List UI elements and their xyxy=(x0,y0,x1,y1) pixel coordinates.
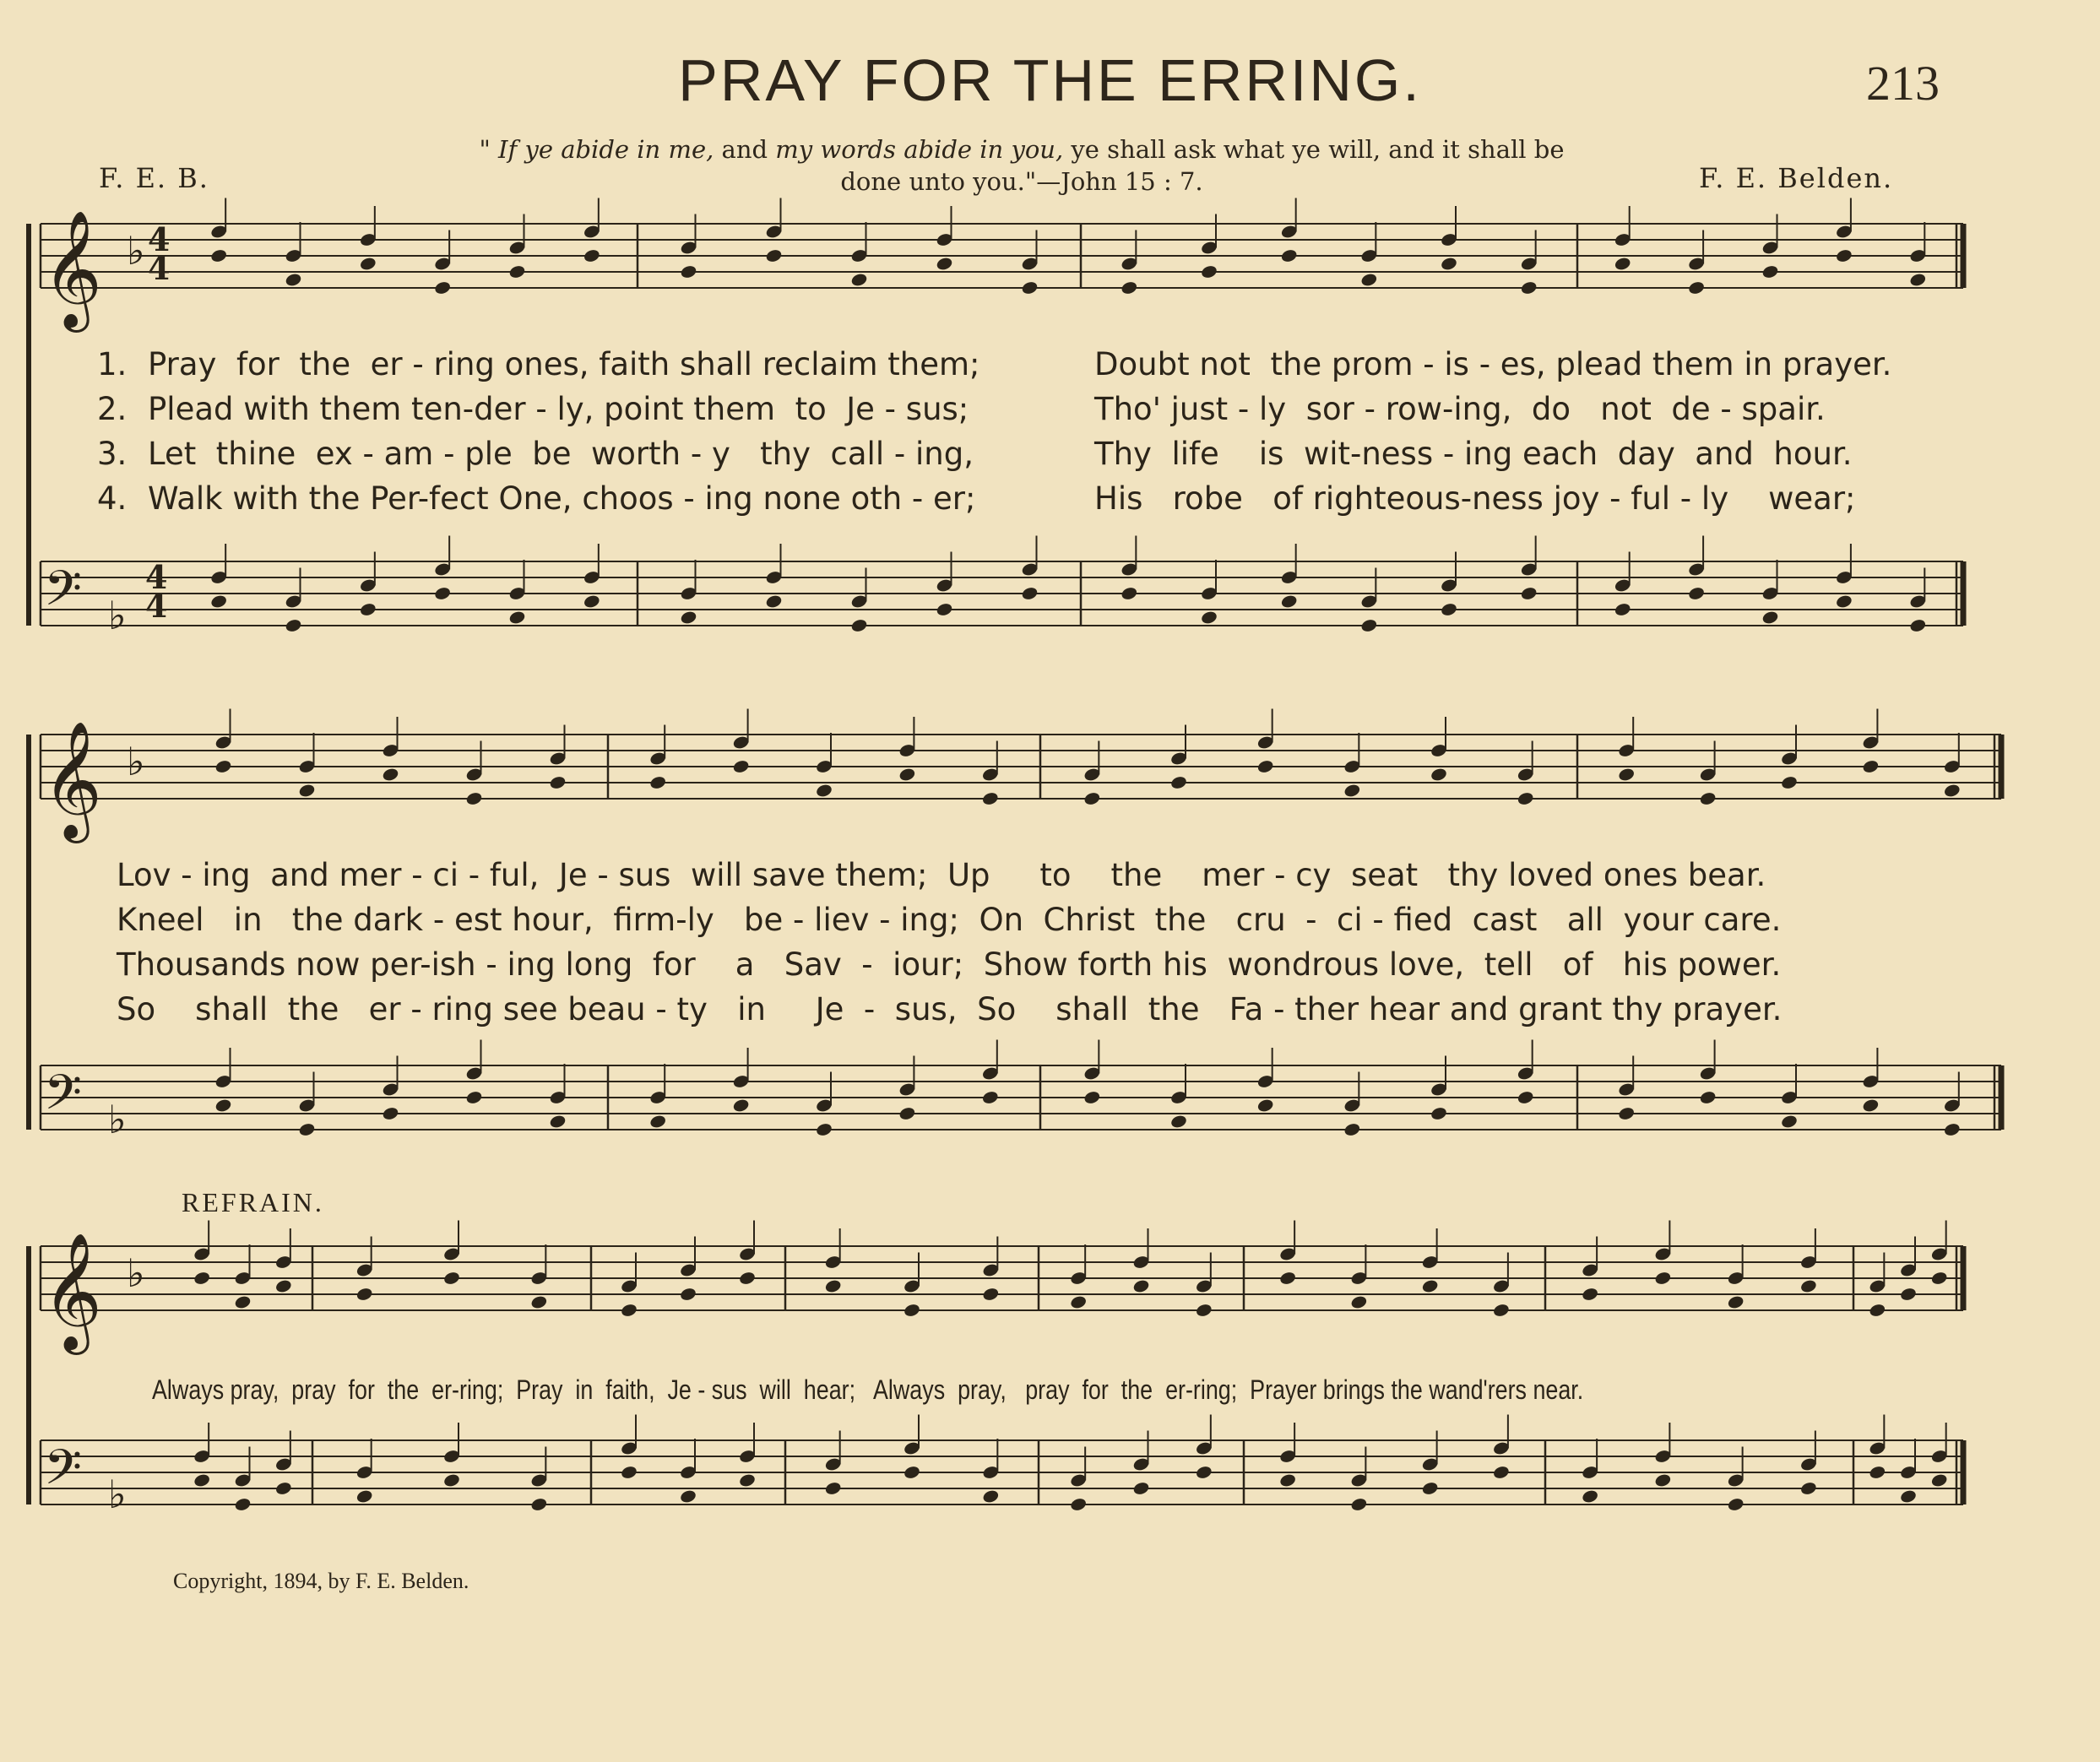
system2-line-4: So shall the er - ring see beau - ty in Je - sus, So shall the Fa - ther hear and grant thy prayer. xyxy=(117,991,1783,1027)
system2-treble-notes-notehead xyxy=(1862,759,1880,774)
system2-bass-notes-notehead xyxy=(1083,1090,1101,1105)
epigraph-text-2: and xyxy=(714,135,776,164)
system1-bass-time-signature: 4 xyxy=(145,558,168,596)
refrain-bass-notes-notehead xyxy=(530,1497,548,1512)
refrain-treble-notes-notehead xyxy=(274,1278,292,1293)
refrain-bass-notes-notehead xyxy=(982,1488,1000,1504)
system2-bass-notes-notehead xyxy=(214,1098,232,1113)
system2-treble-notes-notehead xyxy=(1256,759,1274,774)
refrain-bass-notes-notehead xyxy=(1069,1497,1087,1512)
refrain-bass-notes-notehead xyxy=(234,1497,252,1512)
copyright-notice: Copyright, 1894, by F. E. Belden. xyxy=(173,1569,469,1593)
verse1-number: 1. xyxy=(97,346,128,382)
system2-treble-notes-notehead xyxy=(1618,767,1636,782)
epigraph-open-quote: " xyxy=(479,135,499,164)
system2-bass-notes-notehead xyxy=(815,1122,833,1137)
refrain-bass-notes-notehead xyxy=(1132,1481,1150,1496)
refrain-bass-notes-notehead xyxy=(1581,1488,1598,1504)
refrain-treble-notes-notehead xyxy=(1799,1278,1817,1293)
system2-treble-flat: ♭ xyxy=(127,739,145,784)
system2-bass-notes-notehead xyxy=(298,1122,316,1137)
refrain-treble-notes-notehead xyxy=(1930,1271,1948,1286)
refrain-bass-notes-notehead xyxy=(1492,1465,1510,1480)
refrain-treble-notes-notehead xyxy=(982,1287,1000,1302)
verse3-number: 3. xyxy=(97,436,128,472)
epigraph-text-4: ye shall ask what ye will, and it shall be xyxy=(1063,135,1565,164)
system1-bass-notes-notehead xyxy=(1909,618,1927,633)
system2-treble-notes-notehead xyxy=(1343,783,1361,798)
system2-bass-notes-notehead xyxy=(1256,1098,1274,1113)
refrain-treble-notes-notehead xyxy=(679,1287,697,1302)
system2-line-3: Thousands now per-ish - ing long for a Sav - iour; Show forth his wondrous love, tell of his power. xyxy=(117,946,1782,983)
system1-bass-notes-notehead xyxy=(1200,610,1218,625)
system2-bass-notes-notehead xyxy=(549,1114,567,1129)
system1-bass-notes-notehead xyxy=(1280,594,1298,609)
verse4-line-b: His robe of righteous-ness joy - ful - ly wear; xyxy=(1094,480,1856,517)
epigraph-italic-2: my words abide in you, xyxy=(775,135,1064,164)
refrain-bass-notes-notehead xyxy=(193,1472,210,1488)
system2-treble-notes-notehead xyxy=(981,791,999,806)
system1-bass-notes-notehead xyxy=(1835,594,1853,609)
refrain-bass-notes-notehead xyxy=(679,1488,697,1504)
verse2-line-b: Tho' just - ly sor - row-ing, do not de - spair. xyxy=(1094,391,1826,427)
refrain-bass-notes-notehead xyxy=(1654,1472,1672,1488)
refrain-bass-notes-notehead xyxy=(620,1465,638,1480)
refrain-treble-flat: ♭ xyxy=(127,1250,145,1296)
verse2-line-a: Plead with them ten-der - ly, point them to Je - sus; xyxy=(148,391,969,427)
system2-treble-notes-notehead xyxy=(1943,783,1961,798)
refrain-bass-notes-notehead xyxy=(1195,1465,1213,1480)
refrain-treble-notes-notehead xyxy=(903,1303,920,1318)
system2-line-1: Lov - ing and mer - ci - ful, Je - sus will save them; Up to the mer - cy seat thy loved ones bear. xyxy=(117,857,1766,893)
system2-bass-flat: ♭ xyxy=(108,1097,127,1142)
refrain-treble-notes-notehead xyxy=(1195,1303,1213,1318)
refrain-treble-notes-notehead xyxy=(234,1294,252,1309)
system1-treble-time-signature: 4 xyxy=(148,220,171,258)
system1-bass-flat: ♭ xyxy=(108,593,127,638)
refrain-treble-notes-notehead xyxy=(1278,1271,1296,1286)
system1-treble-time-signature: 4 xyxy=(148,249,171,287)
system1-bass-clef: 𝄢 xyxy=(44,560,83,629)
system2-bass-clef: 𝄢 xyxy=(44,1064,83,1133)
system2-bass-notes-notehead xyxy=(1862,1098,1880,1113)
system1-treble-clef: 𝄞 xyxy=(42,210,102,328)
system2-treble-clef: 𝄞 xyxy=(42,721,102,838)
system2-treble-notes-notehead xyxy=(1169,775,1187,790)
system2-treble-notes-notehead xyxy=(465,791,483,806)
refrain-bass-notes-notehead xyxy=(1930,1472,1948,1488)
refrain-treble-notes-notehead xyxy=(355,1287,373,1302)
system2-treble-notes-notehead xyxy=(298,783,316,798)
refrain-treble-notes-notehead xyxy=(530,1294,548,1309)
epigraph-line-2: done unto you."—John 15 : 7. xyxy=(840,167,1203,196)
system1-bass-notes-notehead xyxy=(1761,610,1779,625)
refrain-treble-notes-notehead xyxy=(1899,1287,1917,1302)
system2-bass-notes-notehead xyxy=(732,1098,750,1113)
refrain-treble-notes-notehead xyxy=(1350,1294,1368,1309)
refrain-bass-notes-notehead xyxy=(1899,1488,1917,1504)
system2-bass-notes-notehead xyxy=(1618,1106,1636,1121)
verse2-number: 2. xyxy=(97,391,128,427)
system2-treble-notes-notehead xyxy=(1430,767,1447,782)
refrain-bass-notes-notehead xyxy=(442,1472,460,1488)
system1-bass-notes-notehead xyxy=(1440,602,1457,617)
system1-bass-notes-notehead xyxy=(508,610,526,625)
refrain-bass-notes-notehead xyxy=(1799,1481,1817,1496)
system1-bass-notes-notehead xyxy=(433,586,451,601)
system2-bass-notes-notehead xyxy=(649,1114,667,1129)
system2-treble-notes-notehead xyxy=(898,767,916,782)
system1-bass-notes-notehead xyxy=(359,602,377,617)
refrain-treble-notes-notehead xyxy=(1132,1278,1150,1293)
system1-bass-notes-notehead xyxy=(285,618,302,633)
page-number: 213 xyxy=(1866,56,1940,111)
refrain-bass-notes-notehead xyxy=(274,1481,292,1496)
system1-bass-notes-notehead xyxy=(1021,586,1039,601)
refrain-treble-notes-notehead xyxy=(1654,1271,1672,1286)
verse3-line-a: Let thine ex - am - ple be worth - y thy call - ing, xyxy=(148,436,974,472)
refrain-treble-notes-notehead xyxy=(824,1278,842,1293)
system2-treble-notes-notehead xyxy=(815,783,833,798)
refrain-treble-notes-notehead xyxy=(1727,1294,1745,1309)
refrain-treble-notes-notehead xyxy=(1421,1278,1439,1293)
verse3-line-b: Thy life is wit-ness - ing each day and hour. xyxy=(1094,436,1853,472)
system2-line-2: Kneel in the dark - est hour, firm-ly be - liev - ing; On Christ the cru - ci - fied cast all your care. xyxy=(117,902,1782,938)
refrain-bass-notes-notehead xyxy=(1421,1481,1439,1496)
system1-bass-notes-notehead xyxy=(850,618,868,633)
system2-bass-notes-notehead xyxy=(1343,1122,1361,1137)
system1-bass-notes-notehead xyxy=(1520,586,1538,601)
system2-bass-notes-notehead xyxy=(1517,1090,1534,1105)
system2-bass-notes-notehead xyxy=(981,1090,999,1105)
refrain-treble-notes-notehead xyxy=(620,1303,638,1318)
refrain-treble-clef: 𝄞 xyxy=(42,1233,102,1350)
system1-bass-notes-notehead xyxy=(765,594,783,609)
words-author: F. E. B. xyxy=(99,162,209,194)
refrain-treble-notes-notehead xyxy=(442,1271,460,1286)
verse1-line-a: Pray for the er - ring ones, faith shall reclaim them; xyxy=(148,346,980,382)
system2-bass-notes-notehead xyxy=(1169,1114,1187,1129)
system1-bass-time-signature: 4 xyxy=(145,587,168,625)
system2-bass-notes-notehead xyxy=(1943,1122,1961,1137)
system2-bass-notes-notehead xyxy=(1780,1114,1798,1129)
refrain-treble-notes-notehead xyxy=(193,1271,210,1286)
system2-bass-notes-notehead xyxy=(1699,1090,1717,1105)
system2-treble-notes-notehead xyxy=(649,775,667,790)
system2-bass-notes-notehead xyxy=(898,1106,916,1121)
refrain-bass-notes-notehead xyxy=(1350,1497,1368,1512)
system1-bass-notes-notehead xyxy=(1687,586,1705,601)
refrain-bass-notes-notehead xyxy=(355,1488,373,1504)
system2-bass-notes-notehead xyxy=(382,1106,399,1121)
refrain-bass-notes-notehead xyxy=(738,1472,756,1488)
refrain-bass-notes-notehead xyxy=(824,1481,842,1496)
system2-treble-notes-notehead xyxy=(382,767,399,782)
verse1-line-b: Doubt not the prom - is - es, plead them in prayer. xyxy=(1094,346,1892,382)
system2-treble-notes-notehead xyxy=(1517,791,1534,806)
system1-bass-notes-notehead xyxy=(209,594,227,609)
refrain-treble-notes-notehead xyxy=(1069,1294,1087,1309)
system2-bass-notes-notehead xyxy=(1430,1106,1447,1121)
system1-bass-notes-notehead xyxy=(936,602,953,617)
refrain-label: REFRAIN. xyxy=(182,1187,324,1217)
system2-treble-notes-notehead xyxy=(1699,791,1717,806)
system2-bass-notes-notehead xyxy=(465,1090,483,1105)
system2-treble-notes-notehead xyxy=(549,775,567,790)
refrain-bass-notes-notehead xyxy=(1727,1497,1745,1512)
verse4-line-a: Walk with the Per-fect One, choos - ing none oth - er; xyxy=(148,480,976,517)
refrain-treble-notes-notehead xyxy=(738,1271,756,1286)
system1-bass-notes-notehead xyxy=(583,594,600,609)
system1-bass-notes-notehead xyxy=(1614,602,1631,617)
epigraph-italic-1: If ye abide in me, xyxy=(498,135,714,164)
system1-bass-notes-notehead xyxy=(1360,618,1378,633)
refrain-treble-notes-notehead xyxy=(1869,1303,1886,1318)
system2-treble-notes-notehead xyxy=(732,759,750,774)
hymn-title: PRAY FOR THE ERRING. xyxy=(678,47,1422,113)
system1-bass-notes-notehead xyxy=(680,610,697,625)
refrain-bass-notes-notehead xyxy=(1869,1465,1886,1480)
refrain-treble-notes-notehead xyxy=(1581,1287,1598,1302)
refrain-bass-notes-notehead xyxy=(1278,1472,1296,1488)
verse4-number: 4. xyxy=(97,480,128,517)
system1-bass-notes-notehead xyxy=(1121,586,1138,601)
refrain-treble-notes-notehead xyxy=(1492,1303,1510,1318)
refrain-bass-notes-notehead xyxy=(903,1465,920,1480)
system2-treble-notes-notehead xyxy=(1083,791,1101,806)
system1-treble-flat: ♭ xyxy=(127,228,145,274)
system2-treble-notes-notehead xyxy=(214,759,232,774)
system2-treble-notes-notehead xyxy=(1780,775,1798,790)
music-composer: F. E. Belden. xyxy=(1699,162,1894,194)
refrain-bass-flat: ♭ xyxy=(108,1472,127,1517)
refrain-lyric: Always pray, pray for the er-ring; Pray in faith, Je - sus will hear; Always pray, pray for the er-ring; Prayer brings the wand'rers near. xyxy=(152,1374,1584,1405)
refrain-bass-clef: 𝄢 xyxy=(44,1439,83,1508)
